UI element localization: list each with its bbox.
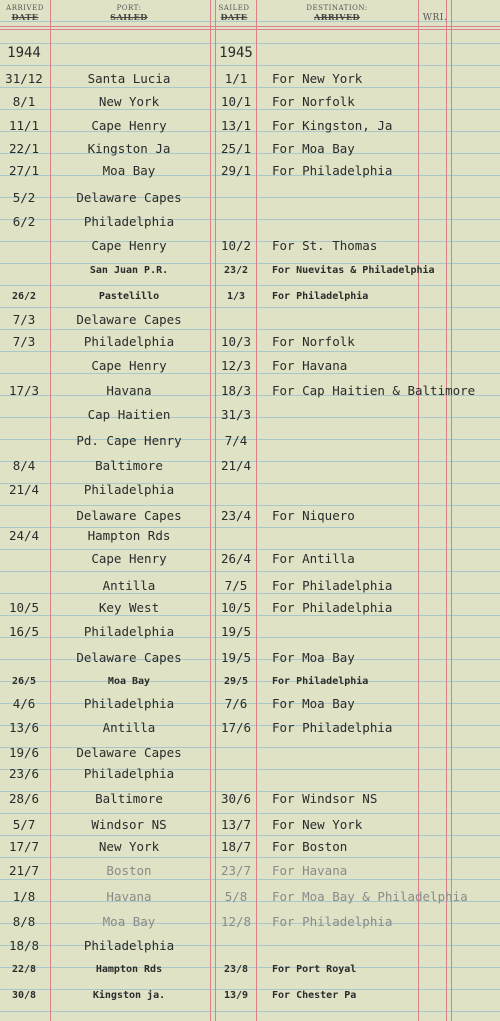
port-cell: New York bbox=[98, 839, 160, 854]
table-row bbox=[0, 286, 500, 308]
port-cell: Cape Henry bbox=[91, 238, 167, 253]
header-destination-label: DESTINATION: bbox=[306, 4, 368, 12]
table-row bbox=[0, 455, 500, 477]
table-row bbox=[0, 647, 500, 669]
port-cell: Kingston ja. bbox=[92, 990, 166, 1001]
arrived-date-cell: 22/1 bbox=[8, 141, 40, 156]
port-cell: Hampton Rds bbox=[95, 964, 163, 975]
table-row bbox=[0, 671, 500, 693]
destination-cell: For Windsor NS bbox=[272, 791, 378, 806]
port-cell: Philadelphia bbox=[83, 938, 175, 953]
arrived-date-cell: 13/6 bbox=[8, 720, 40, 735]
arrived-date-cell: 16/5 bbox=[8, 624, 40, 639]
port-cell: Havana bbox=[106, 889, 152, 904]
table-row bbox=[0, 742, 500, 764]
destination-cell: For Port Royal bbox=[272, 964, 357, 975]
table-row bbox=[0, 693, 500, 715]
port-cell: Baltimore bbox=[95, 458, 163, 473]
sailed-date-cell: 7/6 bbox=[224, 696, 248, 711]
arrived-date-cell: 27/1 bbox=[8, 163, 40, 178]
table-row bbox=[0, 404, 500, 426]
arrived-date-cell: 26/2 bbox=[11, 291, 37, 302]
port-cell: Delaware Capes bbox=[76, 190, 182, 205]
sailed-date-cell: 31/3 bbox=[220, 407, 252, 422]
destination-cell: For Kingston, Ja bbox=[272, 118, 393, 133]
port-cell: Cape Henry bbox=[91, 551, 167, 566]
table-row bbox=[0, 160, 500, 182]
table-row bbox=[0, 621, 500, 643]
table-row bbox=[0, 597, 500, 619]
header-destination-sub: ARRIVED bbox=[314, 12, 360, 22]
destination-cell: For New York bbox=[272, 817, 363, 832]
sailed-date-cell: 10/5 bbox=[220, 600, 252, 615]
destination-cell: For Antilla bbox=[272, 551, 355, 566]
port-cell: Hampton Rds bbox=[87, 528, 171, 543]
sailed-date-cell: 13/9 bbox=[223, 990, 249, 1001]
sailed-date-cell: 21/4 bbox=[220, 458, 252, 473]
header-sailed-label: SAILED bbox=[218, 4, 250, 12]
sailed-date-cell: 10/1 bbox=[220, 94, 252, 109]
port-cell: Delaware Capes bbox=[76, 312, 182, 327]
destination-cell: For Philadelphia bbox=[272, 578, 393, 593]
port-cell: Cape Henry bbox=[91, 358, 167, 373]
destination-cell: For Philadelphia bbox=[272, 720, 393, 735]
sailed-date-cell: 23/7 bbox=[220, 863, 252, 878]
table-row bbox=[0, 309, 500, 331]
sailed-date-cell: 29/1 bbox=[220, 163, 252, 178]
table-row bbox=[0, 260, 500, 282]
destination-cell: For Chester Pa bbox=[272, 990, 357, 1001]
arrived-date-cell: 10/5 bbox=[8, 600, 40, 615]
header-port-label: PORT: bbox=[116, 4, 142, 12]
arrived-date-cell: 21/7 bbox=[8, 863, 40, 878]
port-cell: Philadelphia bbox=[83, 214, 175, 229]
port-cell: Pastelillo bbox=[98, 291, 160, 302]
arrived-date-cell: 6/2 bbox=[12, 214, 36, 229]
sailed-date-cell: 25/1 bbox=[220, 141, 252, 156]
year-arrived: 1944 bbox=[7, 45, 41, 61]
port-cell: Antilla bbox=[102, 578, 156, 593]
port-cell: Santa Lucia bbox=[87, 71, 171, 86]
sailed-date-cell: 7/5 bbox=[224, 578, 248, 593]
sailed-date-cell: 7/4 bbox=[224, 433, 248, 448]
arrived-date-cell: 28/6 bbox=[8, 791, 40, 806]
arrived-date-cell: 4/6 bbox=[12, 696, 36, 711]
sailed-date-cell: 29/5 bbox=[223, 676, 249, 687]
port-cell: Windsor NS bbox=[91, 817, 167, 832]
table-row bbox=[0, 763, 500, 785]
header-arrived-label: ARRIVED bbox=[6, 4, 44, 12]
arrived-date-cell: 5/2 bbox=[12, 190, 36, 205]
arrived-date-cell: 31/12 bbox=[5, 71, 43, 86]
header-sailed bbox=[212, 4, 256, 22]
table-row bbox=[0, 814, 500, 836]
sailed-date-cell: 26/4 bbox=[220, 551, 252, 566]
destination-cell: For New York bbox=[272, 71, 363, 86]
destination-cell: For Philadelphia bbox=[272, 600, 393, 615]
arrived-date-cell: 26/5 bbox=[11, 676, 37, 687]
table-row bbox=[0, 68, 500, 90]
port-cell: Cap Haitien bbox=[87, 407, 171, 422]
destination-cell: For Moa Bay bbox=[272, 650, 355, 665]
port-cell: Philadelphia bbox=[83, 624, 175, 639]
port-cell: Delaware Capes bbox=[76, 650, 182, 665]
year-row bbox=[0, 42, 500, 64]
table-row bbox=[0, 187, 500, 209]
table-row bbox=[0, 525, 500, 547]
arrived-date-cell: 7/3 bbox=[12, 312, 36, 327]
destination-cell: For St. Thomas bbox=[272, 238, 378, 253]
destination-cell: For Philadelphia bbox=[272, 676, 369, 687]
sailed-date-cell: 30/6 bbox=[220, 791, 252, 806]
table-row bbox=[0, 430, 500, 452]
arrived-date-cell: 30/8 bbox=[11, 990, 37, 1001]
destination-cell: For Philadelphia bbox=[272, 914, 393, 929]
sailed-date-cell: 10/2 bbox=[220, 238, 252, 253]
arrived-date-cell: 17/3 bbox=[8, 383, 40, 398]
table-row bbox=[0, 380, 500, 402]
destination-cell: For Norfolk bbox=[272, 94, 355, 109]
header-rule bbox=[0, 26, 500, 27]
sailed-date-cell: 19/5 bbox=[220, 624, 252, 639]
port-cell: Delaware Capes bbox=[76, 508, 182, 523]
arrived-date-cell: 19/6 bbox=[8, 745, 40, 760]
sailed-date-cell: 13/7 bbox=[220, 817, 252, 832]
destination-cell: For Moa Bay & Philadelphia bbox=[272, 889, 468, 904]
port-cell: Kingston Ja bbox=[87, 141, 171, 156]
table-row bbox=[0, 985, 500, 1007]
port-cell: Moa Bay bbox=[102, 163, 156, 178]
destination-cell: For Boston bbox=[272, 839, 348, 854]
sailed-date-cell: 5/8 bbox=[224, 889, 248, 904]
sailed-date-cell: 10/3 bbox=[220, 334, 252, 349]
sailed-date-cell: 13/1 bbox=[220, 118, 252, 133]
port-cell: Moa Bay bbox=[107, 676, 151, 687]
destination-cell: For Niquero bbox=[272, 508, 355, 523]
destination-cell: For Nuevitas & Philadelphia bbox=[272, 265, 435, 276]
port-cell: San Juan P.R. bbox=[89, 265, 169, 276]
destination-cell: For Havana bbox=[272, 358, 348, 373]
table-row bbox=[0, 479, 500, 501]
table-row bbox=[0, 331, 500, 353]
header-port-sub: SAILED bbox=[110, 12, 148, 22]
arrived-date-cell: 5/7 bbox=[12, 817, 36, 832]
port-cell: Baltimore bbox=[95, 791, 163, 806]
arrived-date-cell: 8/1 bbox=[12, 94, 36, 109]
header-wri: WRI. bbox=[422, 13, 448, 23]
table-row bbox=[0, 548, 500, 570]
table-row bbox=[0, 355, 500, 377]
table-row bbox=[0, 211, 500, 233]
destination-cell: For Cap Haitien & Baltimore bbox=[272, 383, 476, 398]
sailed-date-cell: 23/8 bbox=[223, 964, 249, 975]
arrived-date-cell: 18/8 bbox=[8, 938, 40, 953]
header-rule bbox=[0, 29, 500, 30]
arrived-date-cell: 1/8 bbox=[12, 889, 36, 904]
arrived-date-cell: 17/7 bbox=[8, 839, 40, 854]
port-cell: Delaware Capes bbox=[76, 745, 182, 760]
sailed-date-cell: 23/4 bbox=[220, 508, 252, 523]
table-row bbox=[0, 860, 500, 882]
arrived-date-cell: 8/4 bbox=[12, 458, 36, 473]
destination-cell: For Havana bbox=[272, 863, 348, 878]
table-row bbox=[0, 235, 500, 257]
table-row bbox=[0, 115, 500, 137]
header-sailed-sub: DATE bbox=[220, 12, 248, 22]
sailed-date-cell: 12/3 bbox=[220, 358, 252, 373]
table-row bbox=[0, 575, 500, 597]
port-cell: Havana bbox=[106, 383, 152, 398]
sailed-date-cell: 1/3 bbox=[226, 291, 246, 302]
sailed-date-cell: 12/8 bbox=[220, 914, 252, 929]
table-row bbox=[0, 717, 500, 739]
year-sailed: 1945 bbox=[219, 45, 253, 61]
table-row bbox=[0, 959, 500, 981]
sailed-date-cell: 18/3 bbox=[220, 383, 252, 398]
table-row bbox=[0, 911, 500, 933]
port-cell: Philadelphia bbox=[83, 482, 175, 497]
header-port bbox=[54, 4, 204, 22]
sailed-date-cell: 17/6 bbox=[220, 720, 252, 735]
sailed-date-cell: 23/2 bbox=[223, 265, 249, 276]
port-cell: Moa Bay bbox=[102, 914, 156, 929]
destination-cell: For Philadelphia bbox=[272, 163, 393, 178]
arrived-date-cell: 22/8 bbox=[11, 964, 37, 975]
arrived-date-cell: 11/1 bbox=[8, 118, 40, 133]
destination-cell: For Moa Bay bbox=[272, 696, 355, 711]
port-cell: Philadelphia bbox=[83, 334, 175, 349]
arrived-date-cell: 7/3 bbox=[12, 334, 36, 349]
port-cell: Key West bbox=[98, 600, 160, 615]
port-cell: Philadelphia bbox=[83, 766, 175, 781]
destination-cell: For Philadelphia bbox=[272, 291, 369, 302]
table-row bbox=[0, 91, 500, 113]
arrived-date-cell: 21/4 bbox=[8, 482, 40, 497]
table-row bbox=[0, 138, 500, 160]
header-arrived-sub: DATE bbox=[11, 12, 39, 22]
sailed-date-cell: 19/5 bbox=[220, 650, 252, 665]
destination-cell: For Norfolk bbox=[272, 334, 355, 349]
port-cell: New York bbox=[98, 94, 160, 109]
header-destination bbox=[262, 4, 412, 22]
destination-cell: For Moa Bay bbox=[272, 141, 355, 156]
port-cell: Pd. Cape Henry bbox=[76, 433, 182, 448]
table-row bbox=[0, 836, 500, 858]
header-arrived bbox=[2, 4, 48, 22]
port-cell: Boston bbox=[106, 863, 152, 878]
arrived-date-cell: 23/6 bbox=[8, 766, 40, 781]
port-cell: Cape Henry bbox=[91, 118, 167, 133]
table-row bbox=[0, 505, 500, 527]
sailed-date-cell: 1/1 bbox=[224, 71, 248, 86]
port-cell: Antilla bbox=[102, 720, 156, 735]
table-row bbox=[0, 886, 500, 908]
arrived-date-cell: 24/4 bbox=[8, 528, 40, 543]
sailed-date-cell: 18/7 bbox=[220, 839, 252, 854]
port-cell: Philadelphia bbox=[83, 696, 175, 711]
table-row bbox=[0, 788, 500, 810]
table-row bbox=[0, 935, 500, 957]
arrived-date-cell: 8/8 bbox=[12, 914, 36, 929]
